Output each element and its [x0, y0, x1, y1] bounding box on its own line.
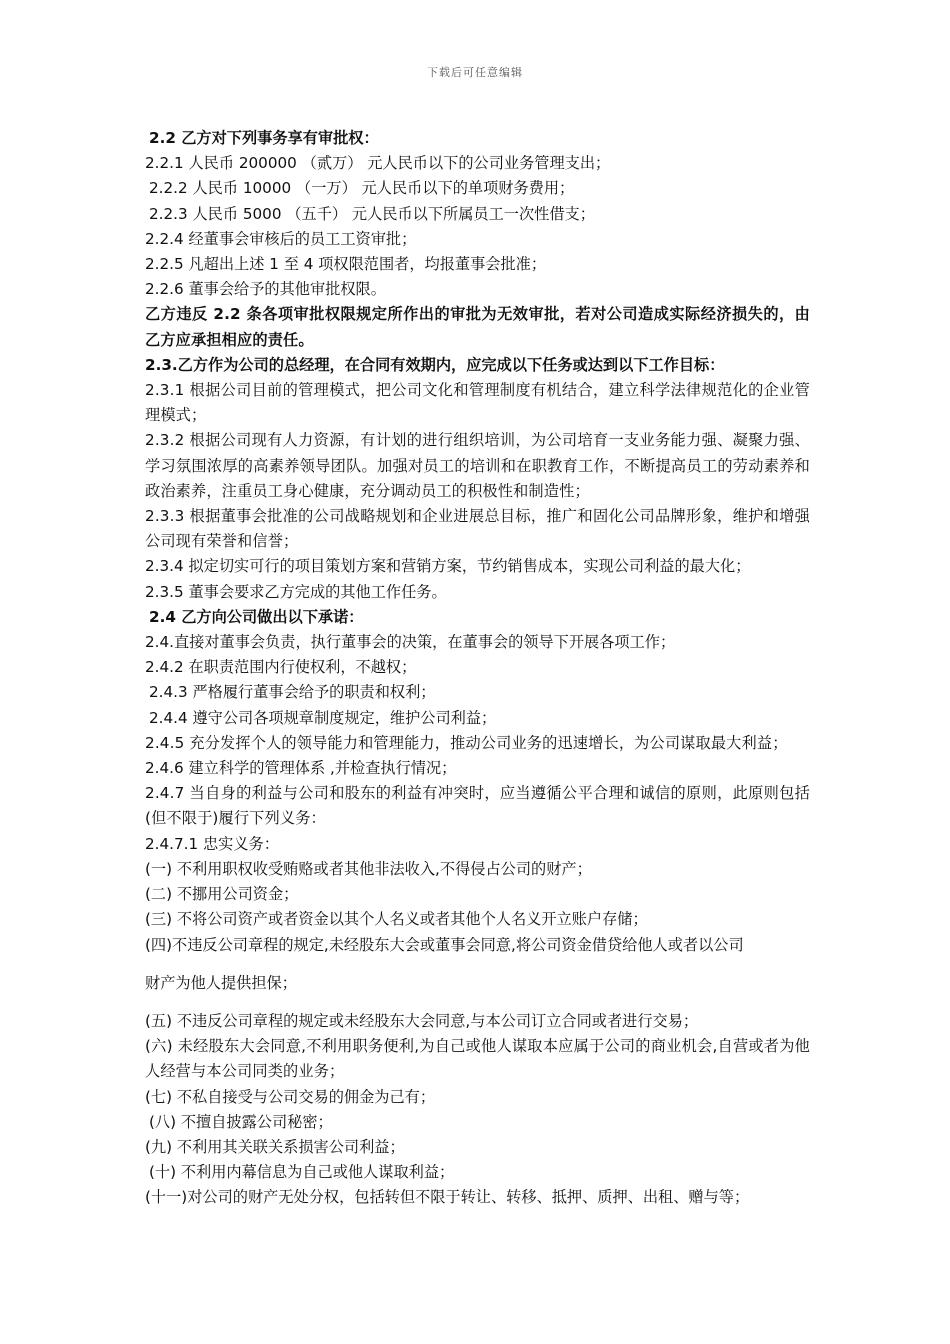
document-line: (一) 不利用职权收受贿赂或者其他非法收入,不得侵占公司的财产； — [145, 859, 592, 878]
document-line: 2.3.4 拟定切实可行的项目策划方案和营销方案，节约销售成本，实现公司利益的最大化； — [145, 557, 751, 576]
paragraph-gap — [145, 996, 810, 1009]
document-line: (四)不违反公司章程的规定,未经股东大会或董事会同意,将公司资金借贷给他人或者以公司 — [145, 935, 744, 954]
document-line: 2.4.7.1 忠实义务： — [145, 834, 279, 853]
section-heading: 乙方违反 2.2 条各项审批权限规定所作出的审批为无效审批，若对公司造成实际经济损失的，由乙方应承担相应的责任。 — [145, 305, 810, 349]
section-heading: 2.2 乙方对下列事务享有审批权： — [149, 129, 379, 147]
document-line: 2.4.5 充分发挥个人的领导能力和管理能力，推动公司业务的迅速增长，为公司谋取最大利益； — [145, 733, 788, 752]
document-line: 2.4.3 严格履行董事会给予的职责和权利； — [149, 683, 436, 702]
document-line: (七) 不私自接受与公司交易的佣金为己有； — [145, 1087, 436, 1106]
page-header: 下载后可任意编辑 — [427, 66, 523, 79]
section-heading: 2.4 乙方向公司做出以下承诺： — [149, 607, 364, 626]
document-line: (八) 不擅自披露公司秘密； — [149, 1112, 333, 1131]
document-line: 2.2.5 凡超出上述 1 至 4 项权限范围者，均报董事会批准； — [145, 255, 547, 274]
document-line: 2.2.1 人民币 200000 （贰万） 元人民币以下的公司业务管理支出； — [145, 154, 611, 173]
document-line: 财产为他人提供担保； — [145, 973, 297, 992]
document-line: 2.2.3 人民币 5000 （五千） 元人民币以下所属员工一次性借支； — [149, 204, 595, 223]
document-line: 2.2.2 人民币 10000 （一万） 元人民币以下的单项财务费用； — [149, 179, 575, 198]
document-line: 2.4.直接对董事会负责，执行董事会的决策，在董事会的领导下开展各项工作； — [145, 633, 676, 652]
document-line: 2.3.1 根据公司目前的管理模式，把公司文化和管理制度有机结合，建立科学法律规范化的企业管理模式； — [145, 381, 810, 425]
document-line: 2.2.4 经董事会审核后的员工工资审批； — [145, 229, 417, 248]
document-line: 2.3.3 根据董事会批准的公司战略规划和企业进展总目标，推广和固化公司品牌形象，维护和增强公司现有荣誉和信誉； — [145, 507, 810, 551]
section-heading: 2.3.乙方作为公司的总经理，在合同有效期内，应完成以下任务或达到以下工作目标： — [145, 355, 725, 374]
document-line: (九) 不利用其关联关系损害公司利益； — [145, 1137, 405, 1156]
document-line: 2.4.6 建立科学的管理体系 ,并检查执行情况； — [145, 759, 457, 778]
document-line: (二) 不挪用公司资金； — [145, 885, 299, 904]
document-line: (三) 不将公司资产或者资金以其个人名义或者其他个人名义开立账户存储； — [145, 910, 648, 929]
document-line: 2.4.7 当自身的利益与公司和股东的利益有冲突时，应当遵循公平合理和诚信的原则，此原则包括(但不限于)履行下列义务： — [145, 784, 810, 828]
document-line: 2.3.5 董事会要求乙方完成的其他工作任务。 — [145, 582, 447, 601]
document-line: 2.4.4 遵守公司各项规章制度规定，维护公司利益； — [149, 708, 497, 727]
document-line: (六) 未经股东大会同意,不利用职务便利,为自己或他人谋取本应属于公司的商业机会,自营或者为他人经营与本公司同类的业务； — [145, 1037, 810, 1081]
document-line: (十) 不利用内幕信息为自己或他人谋取利益； — [149, 1163, 455, 1182]
document-body — [145, 126, 810, 1211]
document-line: (五) 不违反公司章程的规定或未经股东大会同意,与本公司订立合同或者进行交易； — [145, 1011, 699, 1030]
paragraph-gap — [145, 958, 810, 971]
document-line: (十一)对公司的财产无处分权，包括转但不限于转让、转移、抵押、质押、出租、赠与等； — [145, 1188, 750, 1207]
document-line: 2.2.6 董事会给予的其他审批权限。 — [145, 280, 386, 299]
document-line: 2.3.2 根据公司现有人力资源，有计划的进行组织培训，为公司培育一支业务能力强、凝聚力强、学习氛围浓厚的高素养领导团队。加强对员工的培训和在职教育工作，不断提高员工的劳动素养和政治素养，注重员工身心健康，充分调动员工的积极性和制造性； — [145, 431, 810, 500]
document-line: 2.4.2 在职责范围内行使权利，不越权； — [145, 658, 417, 677]
